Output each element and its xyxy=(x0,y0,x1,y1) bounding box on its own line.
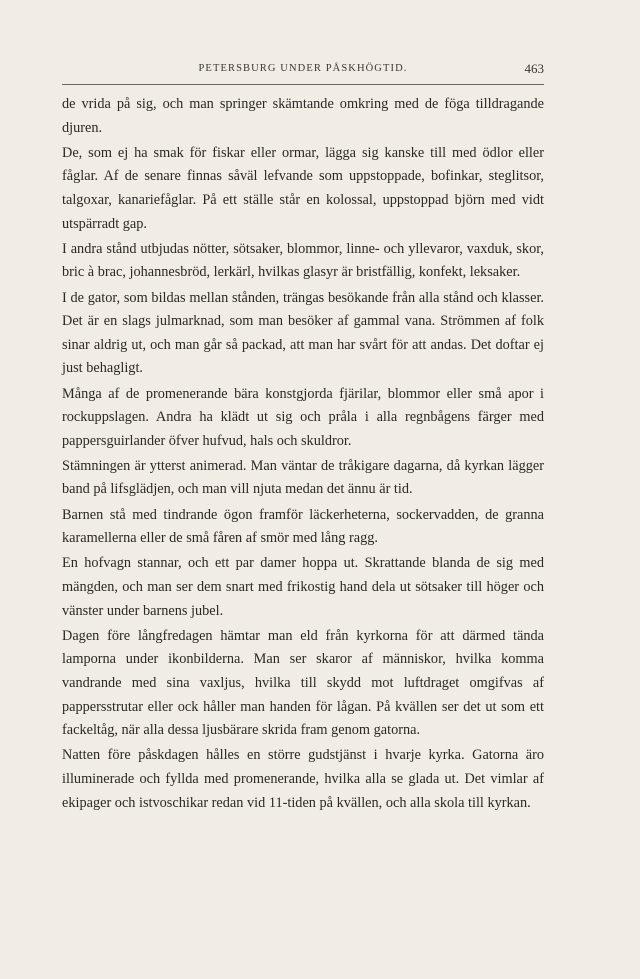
header-rule xyxy=(62,84,544,85)
page-number: 463 xyxy=(524,61,544,76)
paragraph: I andra stånd utbjudas nötter, sötsaker, blommor, linne- och yllevaror, vaxduk, skor, bric à brac, johannesbröd, lerkärl, hvilkas glasyr är bristfällig, konfekt, leksaker. xyxy=(62,240,544,281)
paragraph: Dagen före långfredagen hämtar man eld från kyrkorna för att därmed tända lamporna under ikonbilderna. Man ser skaror af människor, hvilka komma vandrande med sina vaxljus, hvilka till skydd mot luftdraget omgifvas af pappersstrutar eller ock håller man handen för lågan. På kvällen ser det ut som ett fackeltåg, när alla dessa ljusbärare skrida fram genom gatorna. xyxy=(62,627,544,739)
running-title: PETERSBURG UNDER PÅSKHÖGTID. xyxy=(198,63,408,74)
body-text xyxy=(62,93,544,817)
paragraph: Barnen stå med tindrande ögon framför läckerheterna, sockervadden, de granna karamellerna eller de små fåren af smör med lång ragg. xyxy=(62,506,544,547)
paragraph: Många af de promenerande bära konstgjorda fjärilar, blommor eller små apor i rockuppslagen. Andra ha klädt ut sig och pråla i alla regnbågens färger med pappersguirlander öfver hufvud, hals och skuldror. xyxy=(62,385,544,449)
paragraph: En hofvagn stannar, och ett par damer hoppa ut. Skrattande blanda de sig med mängden, och man ser dem snart med frikostig hand dela ut sötsaker till höger och vänster under barnens jubel. xyxy=(62,555,544,619)
paragraph: Stämningen är ytterst animerad. Man väntar de tråkigare dagarna, då kyrkan lägger band på lifsglädjen, och man vill njuta medan det ännu är tid. xyxy=(62,457,544,498)
paragraph: Natten före påskdagen hålles en större gudstjänst i hvarje kyrka. Gatorna äro illuminerade och fyllda med promenerande, hvilka alla se glada ut. Det vimlar af ekipager och istvoschikar redan vid 11-tiden på kvällen, och alla skola till kyrkan. xyxy=(62,747,544,811)
running-header xyxy=(62,63,544,79)
paragraph: De, som ej ha smak för fiskar eller ormar, lägga sig kanske till med ödlor eller fåglar. Af de senare finnas såväl lefvande som uppstoppade, bofinkar, steglitsor, talgoxar, kanariefåglar. På ett ställe står en kolossal, uppstoppad björn med vidt utspärradt gap. xyxy=(62,144,544,232)
paragraph: I de gator, som bildas mellan stånden, trängas besökande från alla stånd och klasser. Det är en slags julmarknad, som man besöker af gammal vana. Strömmen af folk sinar aldrig ut, och man går så packad, att man har svårt för att andas. Det doftar ej just behagligt. xyxy=(62,289,544,377)
paragraph: de vrida på sig, och man springer skämtande omkring med de föga tilldragande djuren. xyxy=(62,96,544,136)
